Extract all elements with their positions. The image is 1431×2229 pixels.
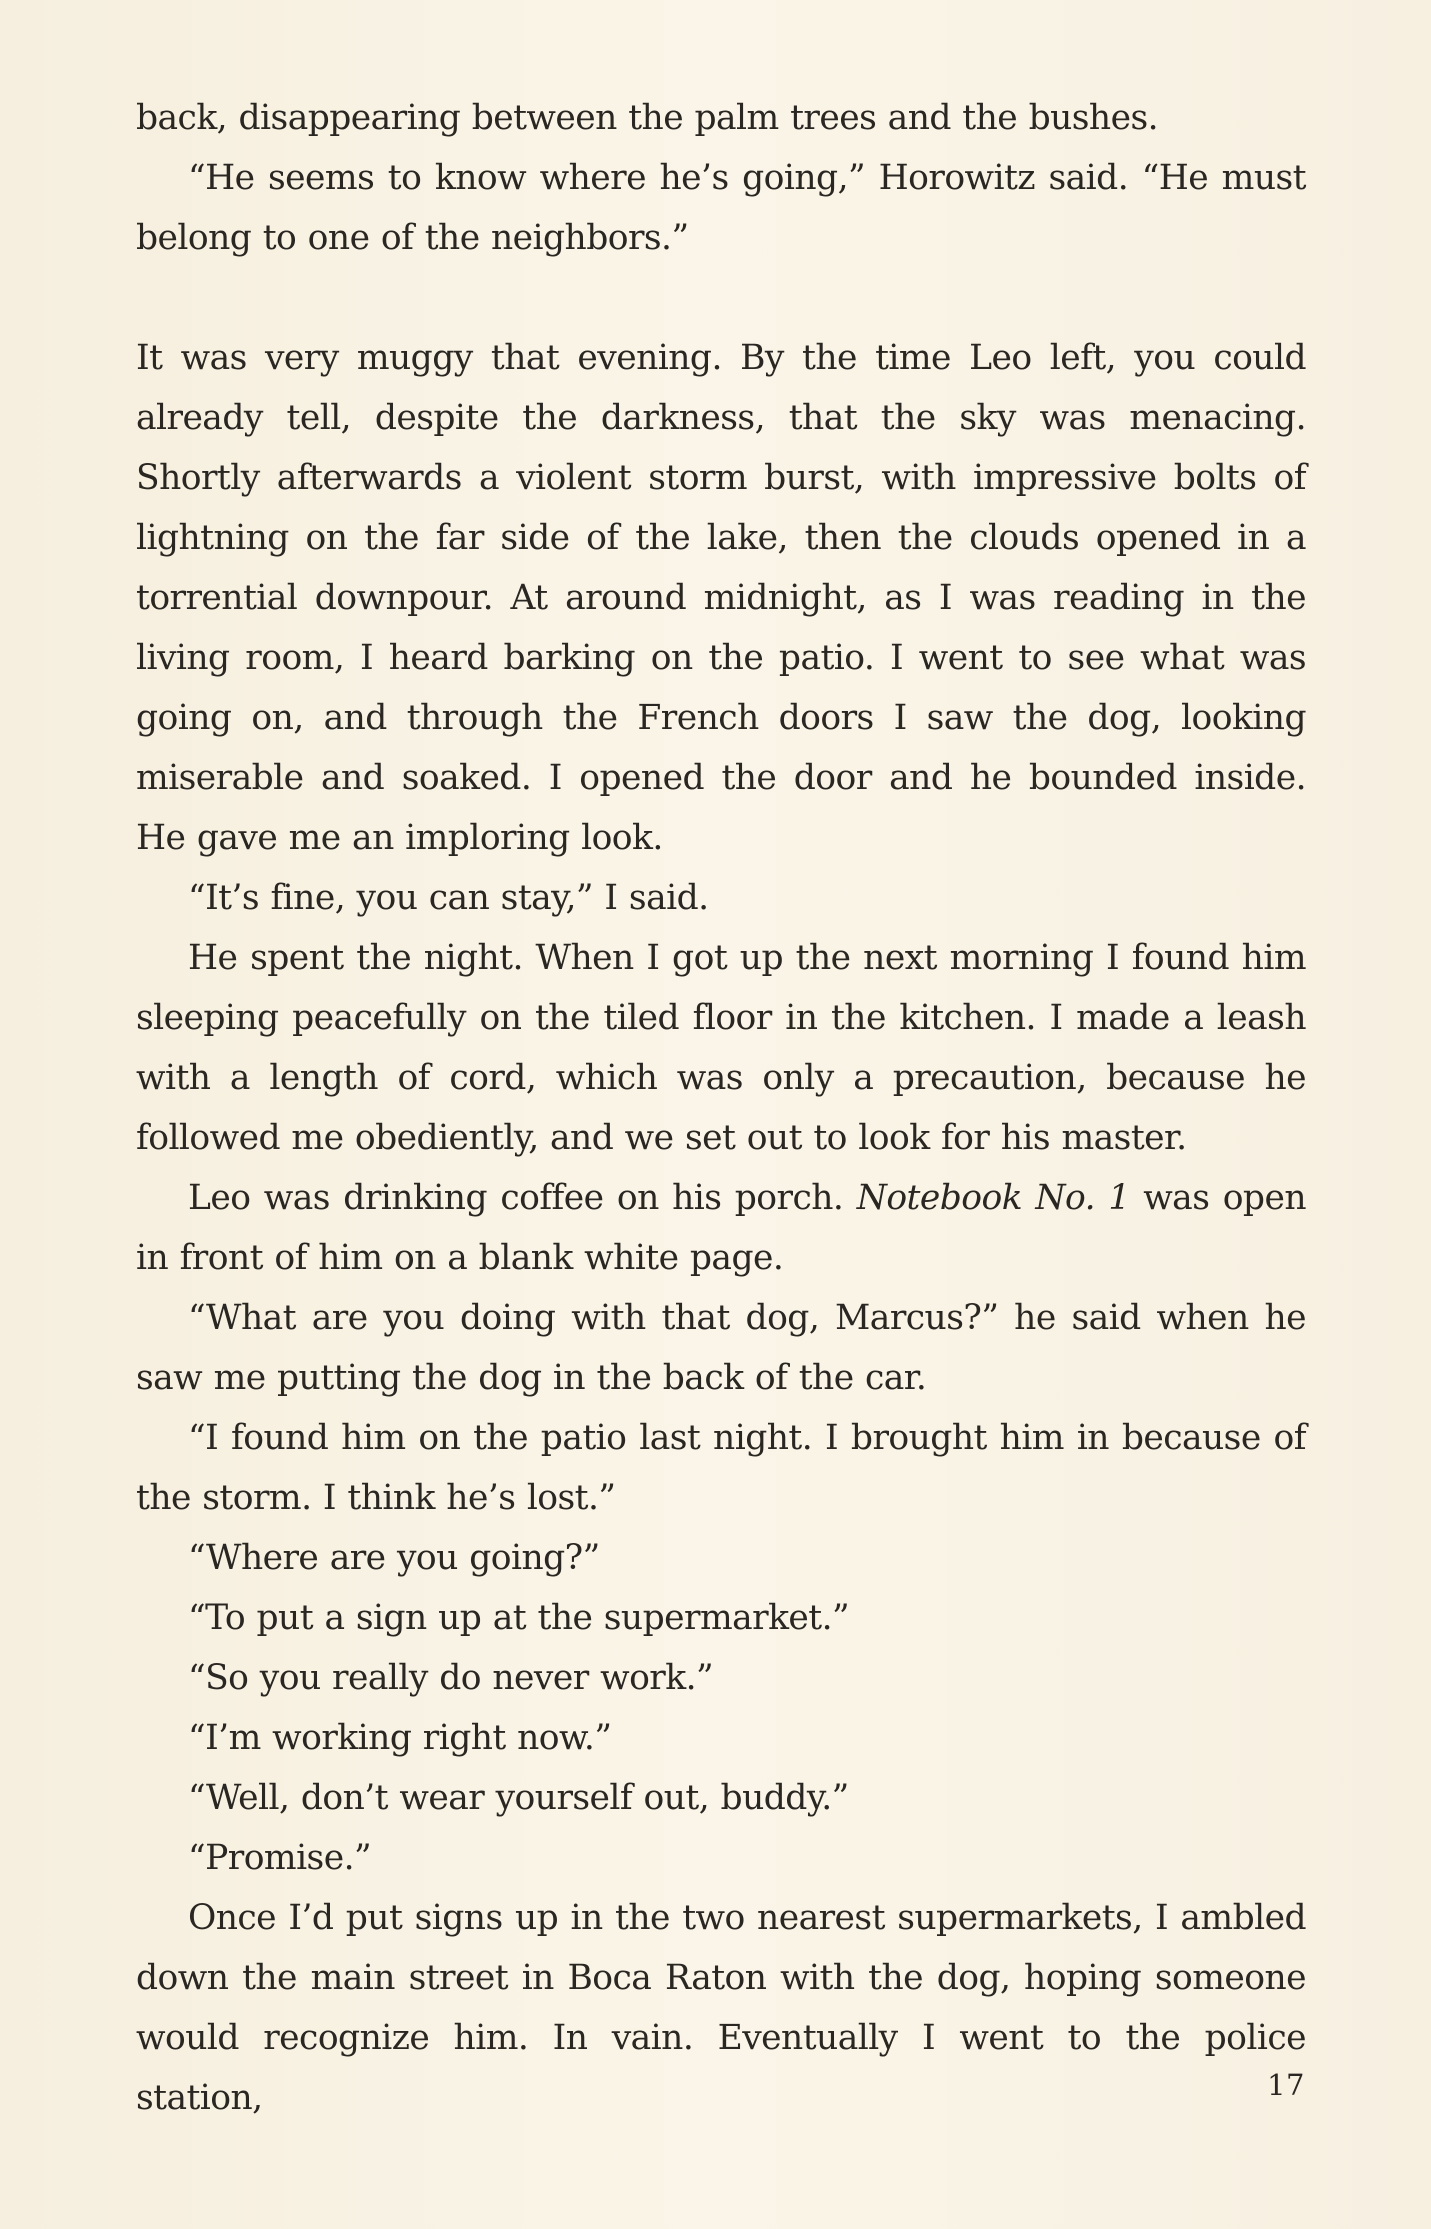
paragraph-text: was open in front of him on a blank white page.: [136, 1178, 1306, 1278]
paragraph: “To put a sign up at the supermarket.”: [188, 1598, 850, 1638]
book-title: Notebook No. 1: [856, 1178, 1130, 1218]
page-number: 17: [1267, 2068, 1305, 2102]
paragraph: “Promise.”: [188, 1838, 372, 1878]
paragraph: “I’m working right now.”: [188, 1718, 612, 1758]
paragraph-text: Leo was drinking coffee on his porch.: [188, 1178, 857, 1218]
paragraph: “So you really do never work.”: [188, 1658, 714, 1698]
body-text: [136, 88, 1306, 2128]
paragraph: Once I’d put signs up in the two nearest supermarkets, I ambled down the main street in Boca Raton with the dog, hoping someone would recognize him. In vain. Eventually I went to the police station,: [136, 1898, 1306, 2118]
paragraph: “Well, don’t wear yourself out, buddy.”: [188, 1778, 849, 1818]
paragraph: “What are you doing with that dog, Marcus?” he said when he saw me putting the dog in the back of the car.: [136, 1298, 1306, 1398]
paragraph: It was very muggy that evening. By the time Leo left, you could already tell, despite the darkness, that the sky was menacing. Shortly afterwards a violent storm burst, with impressive bolts of lightning on the far side of the lake, then the clouds opened in a torrential downpour. At around midnight, as I was reading in the living room, I heard barking on the patio. I went to see what was going on, and through the French doors I saw the dog, looking miserable and soaked. I opened the door and he bounded inside. He gave me an imploring look.: [136, 338, 1306, 858]
paragraph: “It’s fine, you can stay,” I said.: [188, 878, 709, 918]
paragraph: “Where are you going?”: [188, 1538, 600, 1578]
paragraph: [136, 1168, 1306, 1288]
paragraph: “I found him on the patio last night. I brought him in because of the storm. I think he’s lost.”: [136, 1418, 1306, 1518]
paragraph: He spent the night. When I got up the next morning I found him sleeping peacefully on the tiled floor in the kitchen. I made a leash with a length of cord, which was only a precaution, because he followed me obediently, and we set out to look for his master.: [136, 938, 1306, 1158]
paragraph: “He seems to know where he’s going,” Horowitz said. “He must belong to one of the neighbors.”: [136, 158, 1306, 258]
paragraph: back, disappearing between the palm trees and the bushes.: [136, 98, 1159, 138]
